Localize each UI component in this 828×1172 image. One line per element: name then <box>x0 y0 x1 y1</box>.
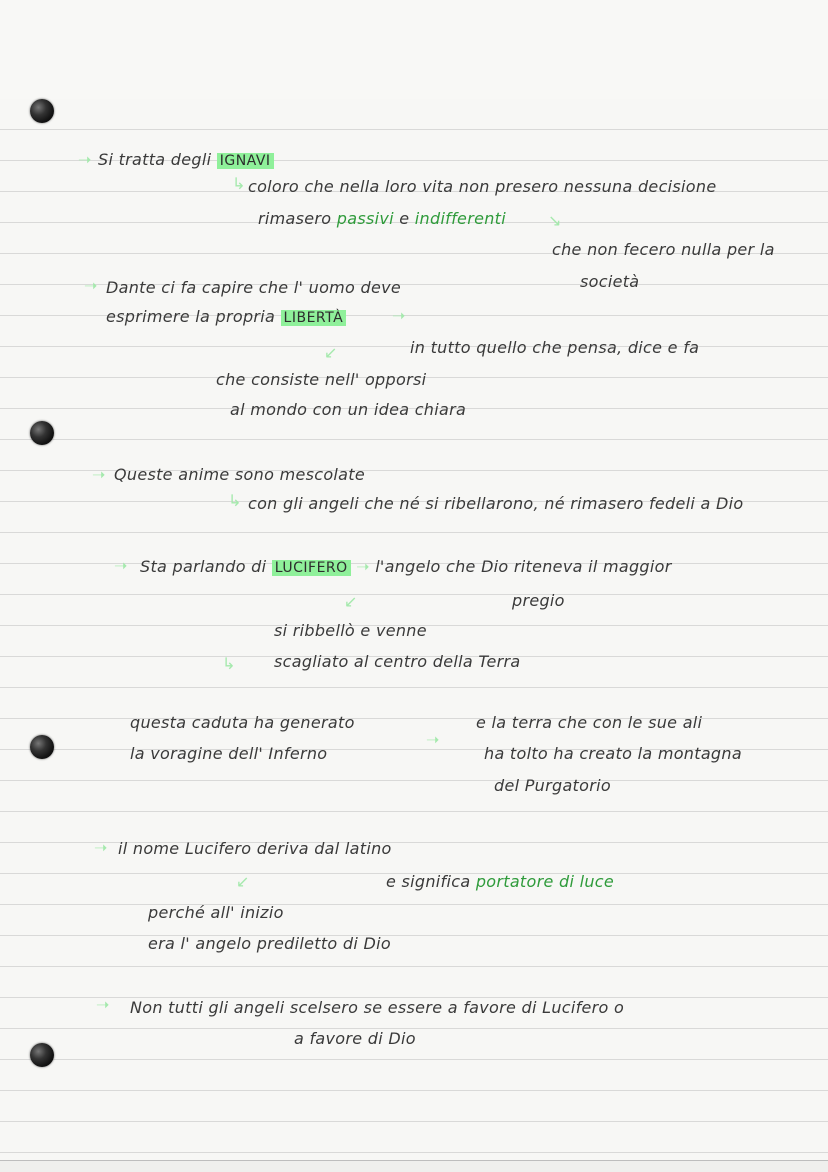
note-text: e <box>399 209 410 228</box>
highlighted-term: IGNAVI <box>217 153 274 169</box>
note-line <box>140 557 672 576</box>
green-term: indifferenti <box>414 209 506 228</box>
note-line: ha tolto ha creato la montagna <box>484 744 742 763</box>
note-line: il nome Lucifero deriva dal latino <box>118 839 392 858</box>
arrow-down-icon: ↙ <box>324 343 338 362</box>
arrow-icon: ➝ <box>114 556 128 575</box>
arrow-icon: ➝ <box>426 730 440 749</box>
green-term: portatore di luce <box>475 872 615 891</box>
note-line <box>98 150 274 169</box>
arrow-down-icon: ↳ <box>232 174 246 193</box>
note-line <box>106 307 346 326</box>
page-top-margin <box>0 0 828 99</box>
highlighted-term: LUCIFERO <box>272 560 351 576</box>
arrow-icon: ➝ <box>356 557 370 576</box>
binder-hole <box>30 735 54 759</box>
page-bottom-edge <box>0 1160 828 1172</box>
note-line: al mondo con un idea chiara <box>230 400 467 419</box>
arrow-icon: ➝ <box>94 838 108 857</box>
note-text: e significa <box>386 872 471 891</box>
note-line: si ribbellò e venne <box>274 621 427 640</box>
arrow-icon: ↘ <box>548 211 562 230</box>
note-line <box>386 872 614 891</box>
note-line: perché all' inizio <box>148 903 284 922</box>
note-text: Si tratta degli <box>98 150 212 169</box>
arrow-icon: ➝ <box>392 306 406 325</box>
arrow-down-icon: ↙ <box>344 592 358 611</box>
note-line: del Purgatorio <box>494 776 611 795</box>
green-term: passivi <box>336 209 394 228</box>
note-line: la voragine dell' Inferno <box>130 744 328 763</box>
note-text: esprimere la propria <box>106 307 276 326</box>
note-line: società <box>580 272 640 291</box>
note-line: scagliato al centro della Terra <box>274 652 521 671</box>
note-text: Sta parlando di <box>140 557 267 576</box>
arrow-icon: ➝ <box>92 465 106 484</box>
note-line: Non tutti gli angeli scelsero se essere a favore di Lucifero o <box>130 998 625 1017</box>
note-line: Queste anime sono mescolate <box>114 465 365 484</box>
note-text: rimasero <box>258 209 332 228</box>
highlighted-term: LIBERTÀ <box>281 310 347 326</box>
note-line: a favore di Dio <box>294 1029 416 1048</box>
note-line: con gli angeli che né si ribellarono, né rimasero fedeli a Dio <box>248 494 744 513</box>
note-text: l'angelo che Dio riteneva il maggior <box>375 557 672 576</box>
arrow-icon: ➝ <box>96 995 110 1014</box>
binder-hole <box>30 99 54 123</box>
arrow-down-icon: ↙ <box>236 872 250 891</box>
binder-hole <box>30 421 54 445</box>
note-line: che non fecero nulla per la <box>552 240 775 259</box>
note-line: questa caduta ha generato <box>130 713 355 732</box>
note-line: in tutto quello che pensa, dice e fa <box>410 338 700 357</box>
note-line <box>258 209 506 228</box>
binder-hole <box>30 1043 54 1067</box>
note-line: Dante ci fa capire che l' uomo deve <box>106 278 402 297</box>
arrow-icon: ➝ <box>78 150 92 169</box>
arrow-down-icon: ↳ <box>222 654 236 673</box>
note-line: coloro che nella loro vita non presero nessuna decisione <box>248 177 717 196</box>
note-line: pregio <box>512 591 565 610</box>
arrow-down-icon: ↳ <box>228 491 242 510</box>
note-line: che consiste nell' opporsi <box>216 370 427 389</box>
note-line: era l' angelo prediletto di Dio <box>148 934 391 953</box>
arrow-icon: ➝ <box>84 276 98 295</box>
note-line: e la terra che con le sue ali <box>476 713 703 732</box>
